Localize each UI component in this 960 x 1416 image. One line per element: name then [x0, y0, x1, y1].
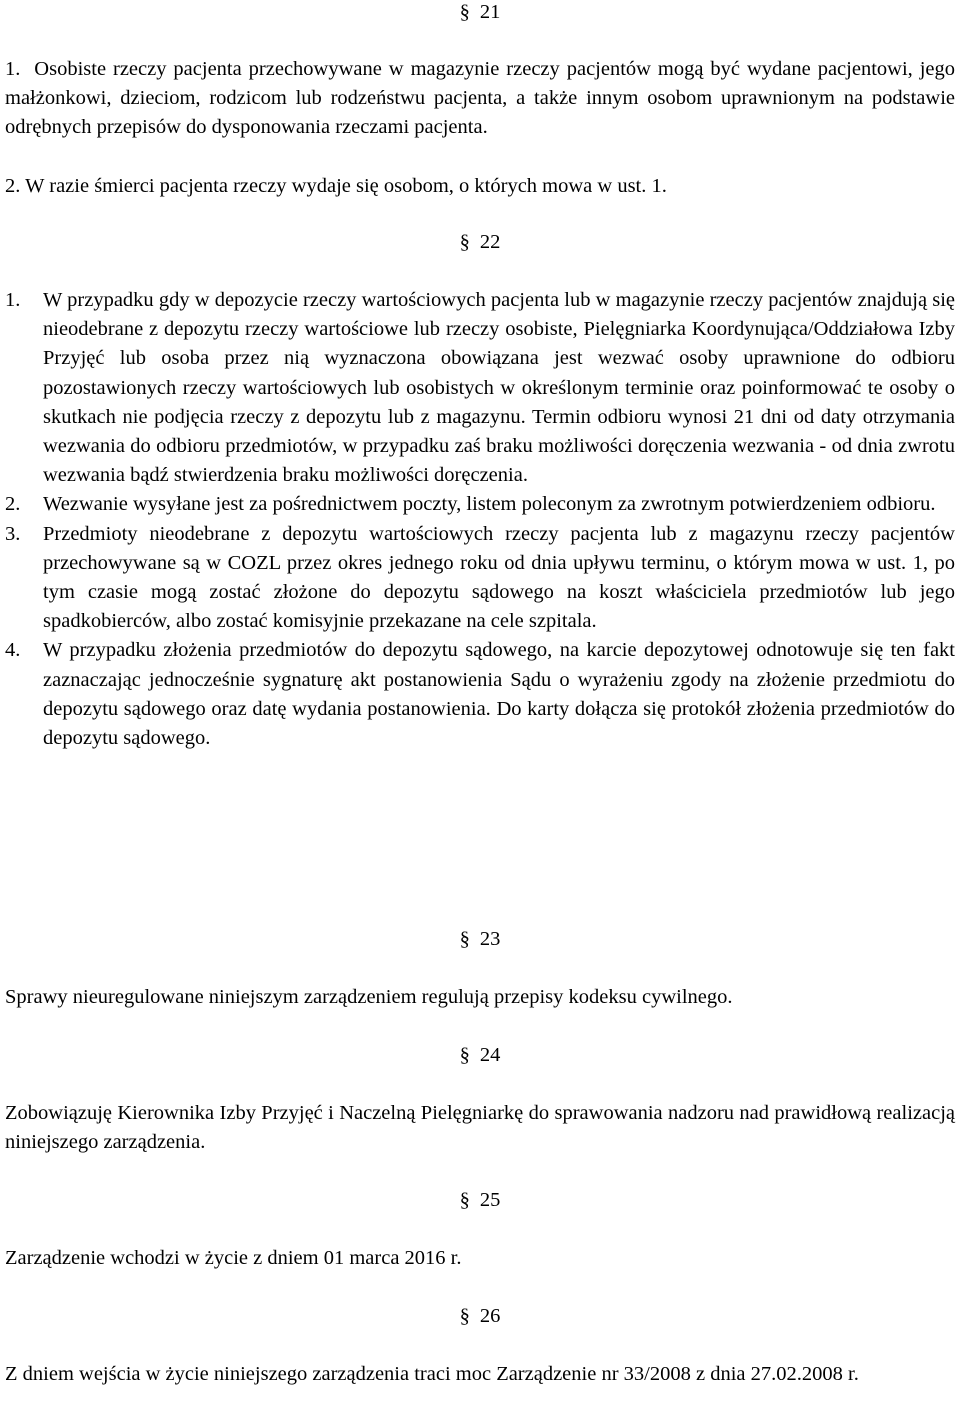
paragraph: [5, 55, 955, 143]
paragraph-text: Z dniem wejścia w życie niniejszego zarządzenia traci moc Zarządzenie nr 33/2008 z dnia 27.02.2008 r.: [5, 1363, 859, 1385]
paragraph-number: 1.: [5, 289, 21, 311]
section-23-body: [5, 983, 955, 1012]
paragraph: [5, 636, 955, 753]
paragraph-text: Przedmioty nieodebrane z depozytu wartościowych rzeczy pacjenta lub z magazynu rzeczy pacjentów przechowywane są w COZL przez okres jednego roku od dnia upływu terminu, o którym mowa w ust. 1, po tym czasie mogą zostać złożone do depozytu sądowego na koszt właściciela przedmiotów lub jego spadkobierców, albo zostać komisyjnie przekazane na cele szpitala.: [43, 522, 955, 633]
paragraph-number: 2.: [5, 493, 21, 516]
section-25-body: [5, 1244, 955, 1273]
section-21-body-2: [5, 172, 955, 201]
paragraph: [5, 286, 955, 490]
paragraph-text: Sprawy nieuregulowane niniejszym zarządzeniem regulują przepisy kodeksu cywilnego.: [5, 986, 733, 1008]
paragraph-text: W przypadku złożenia przedmiotów do depozytu sądowego, na karcie depozytowej odnotowuje się ten fakt zaznaczając jednocześnie sygnaturę akt postanowienia Sądu o wyrażeniu zgody na złożenie przedmiotu do depozytu sądowego oraz datę wydania postanowienia. Do karty dołącza się protokół złożenia przedmiotów do depozytu sądowego.: [43, 639, 955, 750]
section-heading-25: [0, 1186, 960, 1215]
section-symbol: §: [459, 1044, 470, 1066]
section-heading-22: [0, 228, 960, 257]
paragraph: [5, 490, 955, 519]
section-21-body: [5, 55, 955, 143]
section-symbol: §: [459, 231, 470, 253]
section-number: 25: [479, 1189, 501, 1211]
paragraph-text: Zobowiązuję Kierownika Izby Przyjęć i Naczelną Pielęgniarkę do sprawowania nadzoru nad prawidłową realizacją niniejszego zarządzenia.: [5, 1102, 955, 1154]
paragraph-text: W razie śmierci pacjenta rzeczy wydaje się osobom, o których mowa w ust. 1.: [25, 175, 667, 197]
section-heading-24: [0, 1041, 960, 1070]
paragraph-text: Wezwanie wysyłane jest za pośrednictwem poczty, listem poleconym za zwrotnym potwierdzeniem odbioru.: [43, 493, 936, 516]
section-22-body: [5, 286, 955, 753]
section-24-body: [5, 1099, 955, 1157]
section-heading-26: [0, 1302, 960, 1331]
section-number: 21: [479, 1, 501, 23]
paragraph-number: 3.: [5, 522, 21, 545]
paragraph: [5, 520, 955, 637]
section-heading-21: [0, 0, 960, 27]
section-number: 22: [479, 231, 501, 253]
paragraph-text: W przypadku gdy w depozycie rzeczy wartościowych pacjenta lub w magazynie rzeczy pacjentów znajdują się nieodebrane z depozytu rzeczy wartościowe lub rzeczy osobiste, Pielęgniarka Koordynująca/Oddziałowa Izby Przyjęć lub osoba przez nią wyznaczona obowiązana jest wezwać osoby uprawnione do odbioru pozostawionych rzeczy wartościowych lub osobistych w określonym terminie oraz poinformować te osoby o skutkach nie podjęcia rzeczy z depozytu lub z magazynu. Termin odbioru wynosi 21 dni od daty otrzymania wezwania do odbioru przedmiotów, w przypadku zaś braku możliwości doręczenia wezwania - od dnia zwrotu wezwania bądź stwierdzenia braku możliwości doręczenia.: [43, 289, 955, 487]
paragraph-text: Osobiste rzeczy pacjenta przechowywane w magazynie rzeczy pacjentów mogą być wydane pacjentowi, jego małżonkowi, dzieciom, rodzicom lub rodzeństwu pacjenta, a także innym osobom uprawnionym na podstawie odrębnych przepisów do dysponowania rzeczami pacjenta.: [5, 58, 956, 139]
paragraph-number: 1.: [5, 58, 21, 80]
paragraph-number: 4.: [5, 639, 21, 662]
section-heading-23: [0, 925, 960, 954]
section-symbol: §: [459, 1189, 470, 1211]
section-number: 24: [479, 1044, 501, 1066]
section-26-body: [5, 1360, 955, 1389]
paragraph-number: 2.: [5, 175, 21, 197]
section-number: 23: [479, 928, 501, 950]
section-symbol: §: [459, 928, 470, 950]
section-symbol: §: [459, 1305, 470, 1327]
paragraph-text: Zarządzenie wchodzi w życie z dniem 01 marca 2016 r.: [5, 1247, 462, 1269]
section-number: 26: [479, 1305, 501, 1327]
section-symbol: §: [459, 1, 470, 23]
